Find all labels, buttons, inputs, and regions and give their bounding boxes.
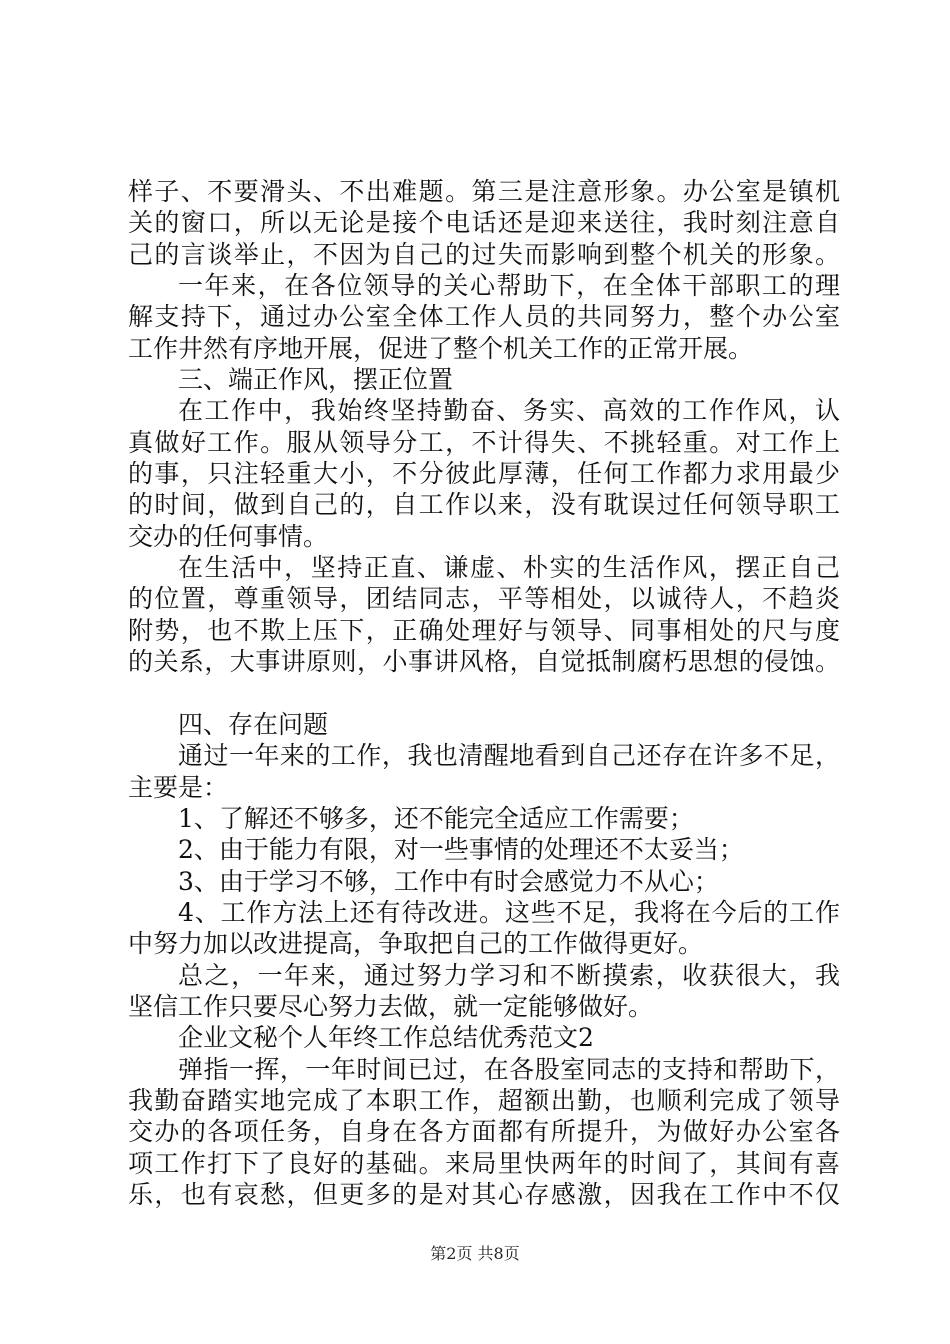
text-line: 一年来，在各位领导的关心帮助下，在全体干部职工的理 [178, 271, 840, 301]
text-line [128, 678, 840, 709]
text-line: 关的窗口，所以无论是接个电话还是迎来送往，我时刻注意自 [128, 208, 840, 238]
text-line: 总之，一年来，通过努力学习和不断摸索，收获很大，我 [178, 960, 840, 990]
text-line: 中努力加以改进提高，争取把自己的工作做得更好。 [128, 929, 704, 959]
text-line: 的时间，做到自己的，自工作以来，没有耽误过任何领导职工 [128, 490, 840, 520]
text-line: 项工作打下了良好的基础。来局里快两年的时间了，其间有喜 [128, 1148, 840, 1178]
text-line: 3、由于学习不够，工作中有时会感觉力不从心； [178, 866, 719, 896]
text-line: 我勤奋踏实地完成了本职工作，超额出勤，也顺利完成了领导 [128, 1085, 840, 1115]
text-line: 弹指一挥，一年时间已过，在各股室同志的支持和帮助下， [178, 1054, 840, 1084]
text-line: 坚信工作只要尽心努力去做，就一定能够做好。 [128, 991, 654, 1021]
text-line: 的位置，尊重领导，团结同志，平等相处，以诚待人，不趋炎 [128, 584, 840, 614]
text-line: 样子、不要滑头、不出难题。第三是注意形象。办公室是镇机 [128, 177, 840, 206]
text-line: 三、端正作风，摆正位置 [178, 365, 454, 395]
text-line: 交办的任何事情。 [128, 521, 329, 551]
text-line: 在生活中，坚持正直、谦虚、朴实的生活作风，摆正自己 [178, 553, 840, 583]
document-body [128, 176, 840, 1210]
text-line: 4、工作方法上还有待改进。这些不足，我将在今后的工作 [178, 897, 840, 927]
text-line: 的关系，大事讲原则，小事讲风格，自觉抵制腐朽思想的侵蚀。 [128, 647, 840, 677]
text-line: 2、由于能力有限，对一些事情的处理还不太妥当； [178, 835, 744, 865]
text-line: 解支持下，通过办公室全体工作人员的共同努力，整个办公室 [128, 302, 840, 332]
text-line: 真做好工作。服从领导分工，不计得失、不挑轻重。对工作上 [128, 427, 840, 457]
text-line: 己的言谈举止，不因为自己的过失而影响到整个机关的形象。 [128, 239, 840, 269]
text-line: 在工作中，我始终坚持勤奋、务实、高效的工作作风，认 [178, 396, 840, 426]
text-line: 交办的各项任务，自身在各方面都有所提升，为做好办公室各 [128, 1117, 840, 1147]
text-line: 1、了解还不够多，还不能完全适应工作需要； [178, 803, 694, 833]
text-line: 主要是： [128, 772, 229, 802]
text-line: 工作井然有序地开展，促进了整个机关工作的正常开展。 [128, 333, 754, 363]
text-line: 企业文秘个人年终工作总结优秀范文2 [178, 1023, 594, 1053]
text-line: 四、存在问题 [178, 709, 329, 739]
text-line: 通过一年来的工作，我也清醒地看到自己还存在许多不足， [178, 741, 840, 771]
page-footer: 第2页 共8页 [430, 1244, 520, 1263]
text-line: 的事，只注轻重大小，不分彼此厚薄，任何工作都力求用最少 [128, 459, 840, 489]
text-line: 附势，也不欺上压下，正确处理好与领导、同事相处的尺与度 [128, 615, 840, 645]
text-line: 乐，也有哀愁，但更多的是对其心存感激，因我在工作中不仅 [128, 1180, 840, 1209]
